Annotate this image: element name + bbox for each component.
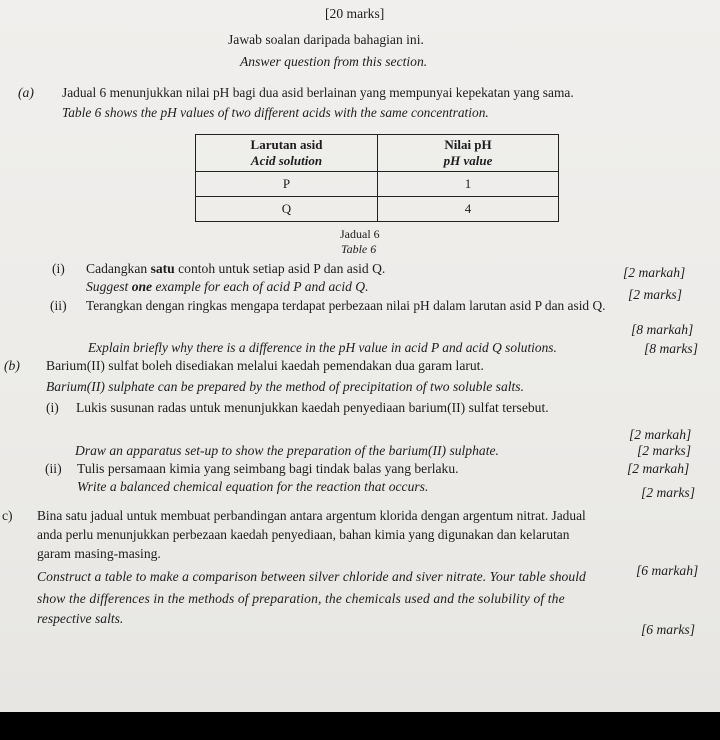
- question-b-text-ms: Barium(II) sulfat boleh disediakan melalui kaedah pemendakan dua garam larut.: [46, 358, 484, 373]
- question-a-i-marks-en: [2 marks]: [628, 287, 683, 302]
- question-c-text-ms-1: Bina satu jadual untuk membuat perbandingan antara argentum klorida dengan argentum nitrat. Jadual: [37, 508, 586, 523]
- question-a-i-text-ms: Cadangkan satu contoh untuk setiap asid P dan asid Q.: [86, 261, 386, 276]
- table-caption-en: Table 6: [341, 242, 377, 256]
- table-row: [196, 172, 559, 197]
- section-instruction-en: Answer question from this section.: [240, 54, 428, 69]
- header-acid-en: Acid solution: [250, 153, 323, 168]
- question-a-ii-text-ms: Terangkan dengan ringkas mengapa terdapat perbezaan nilai pH dalam larutan asid P dan asid Q.: [86, 298, 606, 313]
- question-c-text-ms-3: garam masing-masing.: [37, 546, 161, 561]
- question-a-ii-label: (ii): [50, 298, 67, 313]
- question-b-ii-marks-ms: [2 markah]: [627, 461, 690, 476]
- table-header-acid: [196, 135, 378, 172]
- question-a-i-text-en: Suggest one example for each of acid P and acid Q.: [86, 279, 369, 294]
- table-cell-acid: P: [196, 172, 378, 197]
- question-b-text-en: Barium(II) sulphate can be prepared by the method of precipitation of two soluble salts.: [46, 379, 524, 394]
- question-a-ii-text-en: Explain briefly why there is a difference in the pH value in acid P and acid Q solutions.: [88, 340, 557, 355]
- header-acid-ms: Larutan asid: [250, 137, 323, 152]
- table-header-ph: [378, 135, 559, 172]
- question-b-ii-text-ms: Tulis persamaan kimia yang seimbang bagi tindak balas yang berlaku.: [77, 461, 459, 476]
- question-b-i-marks-en: [2 marks]: [637, 443, 692, 458]
- table-row: [196, 197, 559, 222]
- question-b-i-text-en: Draw an apparatus set-up to show the preparation of the barium(II) sulphate.: [75, 443, 499, 458]
- question-a-i-marks-ms: [2 markah]: [623, 265, 686, 280]
- question-c-text-en-2: show the differences in the methods of preparation, the chemicals used and the solubility of the: [37, 591, 565, 606]
- question-c-label: c): [2, 508, 13, 523]
- question-a-ii-marks-en: [8 marks]: [644, 341, 699, 356]
- total-marks: [20 marks]: [325, 6, 385, 21]
- question-b-ii-text-en: Write a balanced chemical equation for the reaction that occurs.: [77, 479, 429, 494]
- question-b-i-text-ms: Lukis susunan radas untuk menunjukkan kaedah penyediaan barium(II) sulfat tersebut.: [76, 400, 549, 415]
- question-a-text-en: Table 6 shows the pH values of two different acids with the same concentration.: [62, 105, 489, 120]
- question-b-ii-label: (ii): [45, 461, 62, 476]
- question-b-i-label: (i): [46, 400, 59, 415]
- ph-table: [195, 134, 559, 222]
- question-c-text-en-3: respective salts.: [37, 611, 124, 626]
- question-a-ii-marks-ms: [8 markah]: [631, 322, 694, 337]
- header-ph-en: pH value: [443, 153, 493, 168]
- table-cell-ph: 1: [378, 172, 559, 197]
- question-a-label: (a): [18, 85, 34, 100]
- table-cell-ph: 4: [378, 197, 559, 222]
- table-cell-acid: Q: [196, 197, 378, 222]
- question-c-marks-ms: [6 markah]: [636, 563, 699, 578]
- question-c-marks-en: [6 marks]: [641, 622, 696, 637]
- question-a-i-label: (i): [52, 261, 65, 276]
- question-c-text-ms-2: anda perlu menunjukkan perbezaan kaedah penyediaan, bahan kimia yang digunakan dan kelarutan: [37, 527, 570, 542]
- question-b-label: (b): [4, 358, 20, 373]
- question-c-text-en-1: Construct a table to make a comparison between silver chloride and siver nitrate. Your table should: [37, 569, 586, 584]
- table-caption-ms: Jadual 6: [340, 227, 380, 241]
- question-b-i-marks-ms: [2 markah]: [629, 427, 692, 442]
- header-ph-ms: Nilai pH: [444, 137, 492, 152]
- section-instruction-ms: Jawab soalan daripada bahagian ini.: [228, 32, 424, 47]
- question-b-ii-marks-en: [2 marks]: [641, 485, 696, 500]
- question-a-text-ms: Jadual 6 menunjukkan nilai pH bagi dua asid berlainan yang mempunyai kepekatan yang sama.: [62, 85, 574, 100]
